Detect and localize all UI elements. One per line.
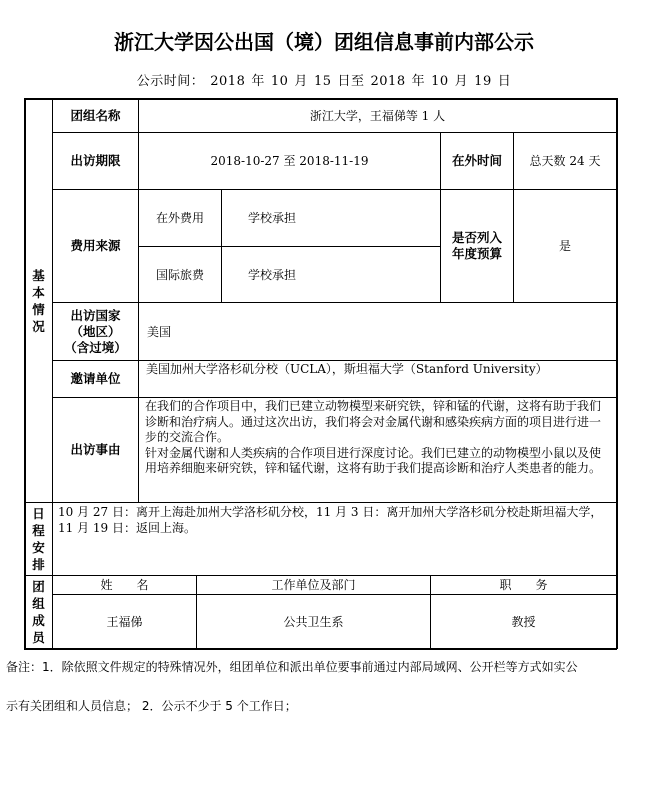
label-char: 排 (32, 557, 45, 572)
members-header-name: 姓 名 (100, 578, 149, 592)
members-section-label (25, 576, 52, 648)
group-name-value: 浙江大学，王福俤等 1 人 (309, 108, 446, 123)
abroad-time-value: 总天数 24 天 (529, 154, 601, 168)
visit-reason-label: 出访事由 (70, 442, 121, 457)
notes-line-2: 示有关团组和人员信息； 2．公示不少于 5 个工作日； (6, 699, 297, 713)
inviter-value: 美国加州大学洛杉矶分校（UCLA），斯坦福大学（Stanford University） (146, 362, 548, 376)
member-name: 王福俤 (106, 614, 143, 629)
label-char: 况 (32, 318, 45, 334)
period-end-month: 10 (431, 74, 449, 89)
basic-section-label (25, 99, 52, 502)
abroad-cost-label: 在外费用 (155, 211, 204, 225)
reason-paragraph: 针对金属代谢和人类疾病的合作项目进行深度讨论。我们已建立的动物模型小鼠以及使用培养细胞来研究铁，锌和锰代谢，这将有助于我们提高诊断和治疗人类患者的能力。 (145, 445, 602, 475)
country-label (53, 303, 138, 360)
visit-reason-text (145, 399, 611, 477)
funding-source-label: 费用来源 (70, 238, 121, 253)
member-position: 教授 (511, 614, 536, 629)
period-start-year: 2018 (210, 74, 246, 89)
period-start-day: 15 (313, 74, 332, 89)
inviter-label: 邀请单位 (70, 371, 121, 386)
reason-paragraph: 在我们的合作项目中，我们已建立动物模型来研究铁，锌和锰的代谢，这将有助于我们诊断和治疗病人。通过这次出访，我们将会对金属代谢和感染疾病方面的项目进行进一步的交流合作。 (145, 399, 602, 444)
period-label: 公示时间： (136, 74, 205, 89)
member-unit: 公共卫生系 (283, 614, 344, 629)
schedule-text: 10 月 27 日：离开上海赴加州大学洛杉矶分校，11 月 3 日：离开加州大学洛杉矶分校赴斯坦福大学，11 月 19 日：返回上海。 (58, 505, 603, 535)
schedule-section-label (25, 503, 52, 575)
abroad-time-label: 在外时间 (451, 153, 502, 168)
month-char: 月 (294, 74, 308, 89)
period-end-year: 2018 (370, 74, 406, 89)
members-header-unit: 工作单位及部门 (271, 578, 356, 592)
members-header-position: 职 务 (499, 578, 548, 592)
abroad-cost-value: 学校承担 (248, 211, 297, 225)
label-char: 安 (32, 540, 45, 555)
day-char: 日 (497, 74, 512, 89)
period-start-month: 10 (270, 74, 289, 89)
label-char: 基 (32, 267, 45, 283)
visit-period-label: 出访期限 (70, 153, 121, 168)
table-border-right (616, 98, 618, 649)
intl-travel-label: 国际旅费 (155, 267, 204, 282)
label-char: 程 (32, 523, 45, 538)
annual-budget-value: 是 (558, 239, 571, 253)
country-value: 美国 (147, 324, 172, 339)
label-char: 员 (32, 630, 45, 645)
period-end-day: 19 (474, 74, 492, 89)
group-name-label: 团组名称 (70, 107, 121, 123)
announcement-period (0, 70, 648, 89)
page-title: 浙江大学因公出国（境）团组信息事前内部公示 (114, 30, 534, 54)
visit-period-value: 2018-10-27 至 2018-11-19 (210, 154, 369, 168)
to-chars: 日至 (337, 74, 365, 89)
label-char: 日 (32, 506, 45, 521)
country-label-line: （地区） (70, 323, 121, 339)
table-border-bottom (24, 648, 617, 650)
country-label-line: （含过境） (64, 339, 127, 355)
year-char: 年 (411, 74, 426, 89)
year-char: 年 (251, 74, 265, 89)
annual-budget-label: 是否列入年度预算 (451, 230, 502, 261)
label-char: 成 (32, 613, 45, 628)
label-char: 本 (32, 284, 45, 300)
label-char: 情 (32, 301, 45, 317)
label-char: 组 (32, 596, 45, 611)
notes-line-1: 备注：1．除依照文件规定的特殊情况外，组团单位和派出单位要事前通过内部局域网、公开栏等方式如实公 (6, 660, 578, 674)
intl-travel-value: 学校承担 (248, 267, 297, 282)
label-char: 团 (32, 579, 45, 594)
country-label-line: 出访国家 (70, 307, 121, 323)
row-line (24, 502, 617, 503)
month-char: 月 (454, 74, 469, 89)
